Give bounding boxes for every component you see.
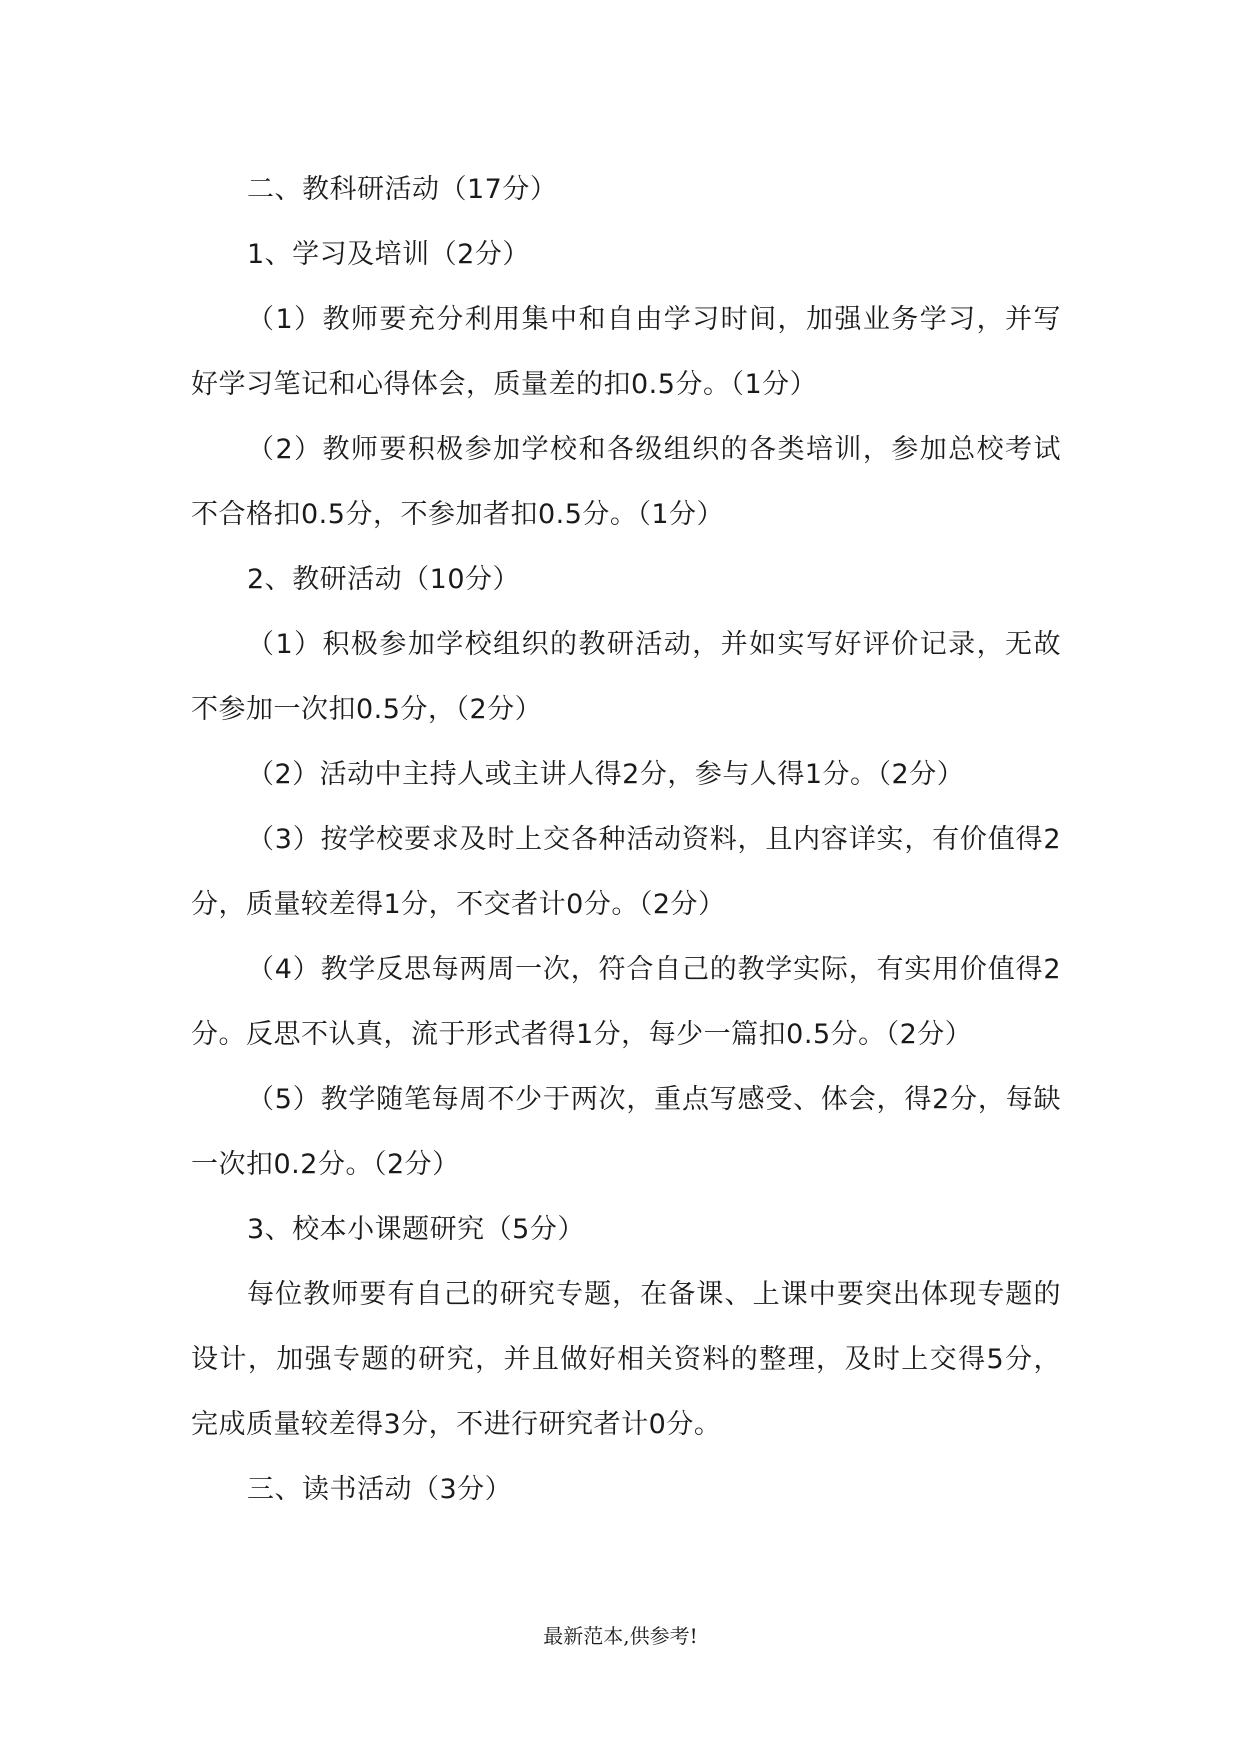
page-footer: 最新范本,供参考!: [543, 1624, 698, 1648]
paragraph-research-3: （3）按学校要求及时上交各种活动资料，且内容详实，有价值得2分，质量较差得1分，不交者计0分。（2分）: [191, 824, 1061, 920]
subsection-heading-school-project: 3、校本小课题研究（5分）: [247, 1214, 585, 1245]
section-heading-reading: 三、读书活动（3分）: [247, 1474, 513, 1505]
subsection-heading-teaching-research: 2、教研活动（10分）: [247, 564, 521, 595]
paragraph-research-2: （2）活动中主持人或主讲人得2分，参与人得1分。（2分）: [247, 759, 965, 790]
subsection-heading-training: 1、学习及培训（2分）: [247, 239, 530, 270]
paragraph-training-1: （1）教师要充分利用集中和自由学习时间，加强业务学习，并写好学习笔记和心得体会，质量差的扣0.5分。（1分）: [191, 304, 1061, 400]
paragraph-school-project: 每位教师要有自己的研究专题，在备课、上课中要突出体现专题的设计，加强专题的研究，并且做好相关资料的整理，及时上交得5分，完成质量较差得3分，不进行研究者计0分。: [191, 1279, 1061, 1440]
section-heading-research: 二、教科研活动（17分）: [247, 174, 558, 205]
paragraph-research-1: （1）积极参加学校组织的教研活动，并如实写好评价记录，无故不参加一次扣0.5分，（2分）: [191, 629, 1061, 725]
paragraph-training-2: （2）教师要积极参加学校和各级组织的各类培训，参加总校考试不合格扣0.5分，不参加者扣0.5分。（1分）: [191, 434, 1061, 530]
paragraph-research-4: （4）教学反思每两周一次，符合自己的教学实际，有实用价值得2分。反思不认真，流于形式者得1分，每少一篇扣0.5分。（2分）: [191, 954, 1061, 1050]
paragraph-research-5: （5）教学随笔每周不少于两次，重点写感受、体会，得2分，每缺一次扣0.2分。（2分）: [191, 1084, 1061, 1180]
document-body: [191, 157, 1061, 1522]
